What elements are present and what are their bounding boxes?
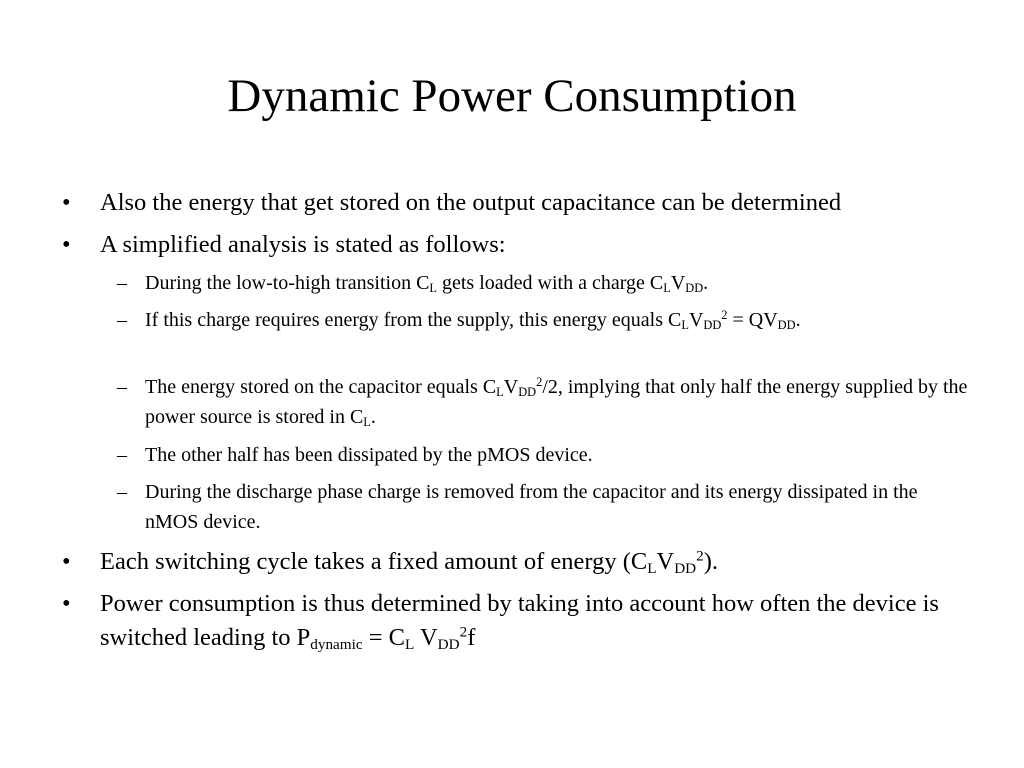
bullet-marker: •: [62, 189, 71, 216]
bullet-marker: •: [62, 548, 71, 575]
bullet-simplified-analysis: [62, 228, 970, 262]
subbullet-text: The other half has been dissipated by the pMOS device.: [145, 444, 593, 466]
bullet-text: A simplified analysis is stated as follows:: [100, 231, 506, 258]
bullet-marker: •: [62, 231, 71, 258]
dash-marker: –: [117, 272, 127, 294]
subbullet-text: The energy stored on the capacitor equals $C_LV_{DD}^2/2$, implying that only half the energy supplied by the power source is stored in $C_L$.: [145, 375, 968, 430]
dash-marker: –: [117, 444, 127, 466]
bullet-text: Power consumption is thus determined by taking into account how often the device is switched leading to $P_{dynamic} = C_L$ $V_{DD}^2f$: [100, 590, 939, 653]
subbullet-energy-from-supply: [117, 305, 975, 335]
slide-title: Dynamic Power Consumption: [227, 70, 797, 122]
dash-marker: –: [117, 376, 127, 398]
dash-marker: –: [117, 481, 127, 503]
subbullet-low-to-high: [117, 268, 975, 298]
subbullet-energy-stored-capacitor: [117, 372, 975, 432]
bullet-marker: •: [62, 590, 71, 617]
subbullet-other-half: [117, 440, 975, 470]
subbullet-discharge-phase: [117, 477, 975, 537]
bullet-energy-stored: [62, 186, 970, 220]
subbullet-text: During the low-to-high transition $C_L$ gets loaded with a charge $C_LV_{DD}$.: [145, 272, 709, 296]
subbullet-text: During the discharge phase charge is removed from the capacitor and its energy dissipated in the nMOS device.: [145, 481, 918, 533]
bullet-power-consumption: [62, 587, 970, 655]
bullet-switching-cycle: [62, 545, 970, 579]
bullet-text: Also the energy that get stored on the output capacitance can be determined: [100, 189, 842, 216]
subbullet-text: If this charge requires energy from the supply, this energy equals $C_LV_{DD}^2 = QV_{DD}$.: [145, 308, 801, 333]
dash-marker: –: [117, 309, 127, 331]
bullet-text: Each switching cycle takes a fixed amount of energy $(C_LV_{DD}^2)$.: [100, 547, 719, 577]
